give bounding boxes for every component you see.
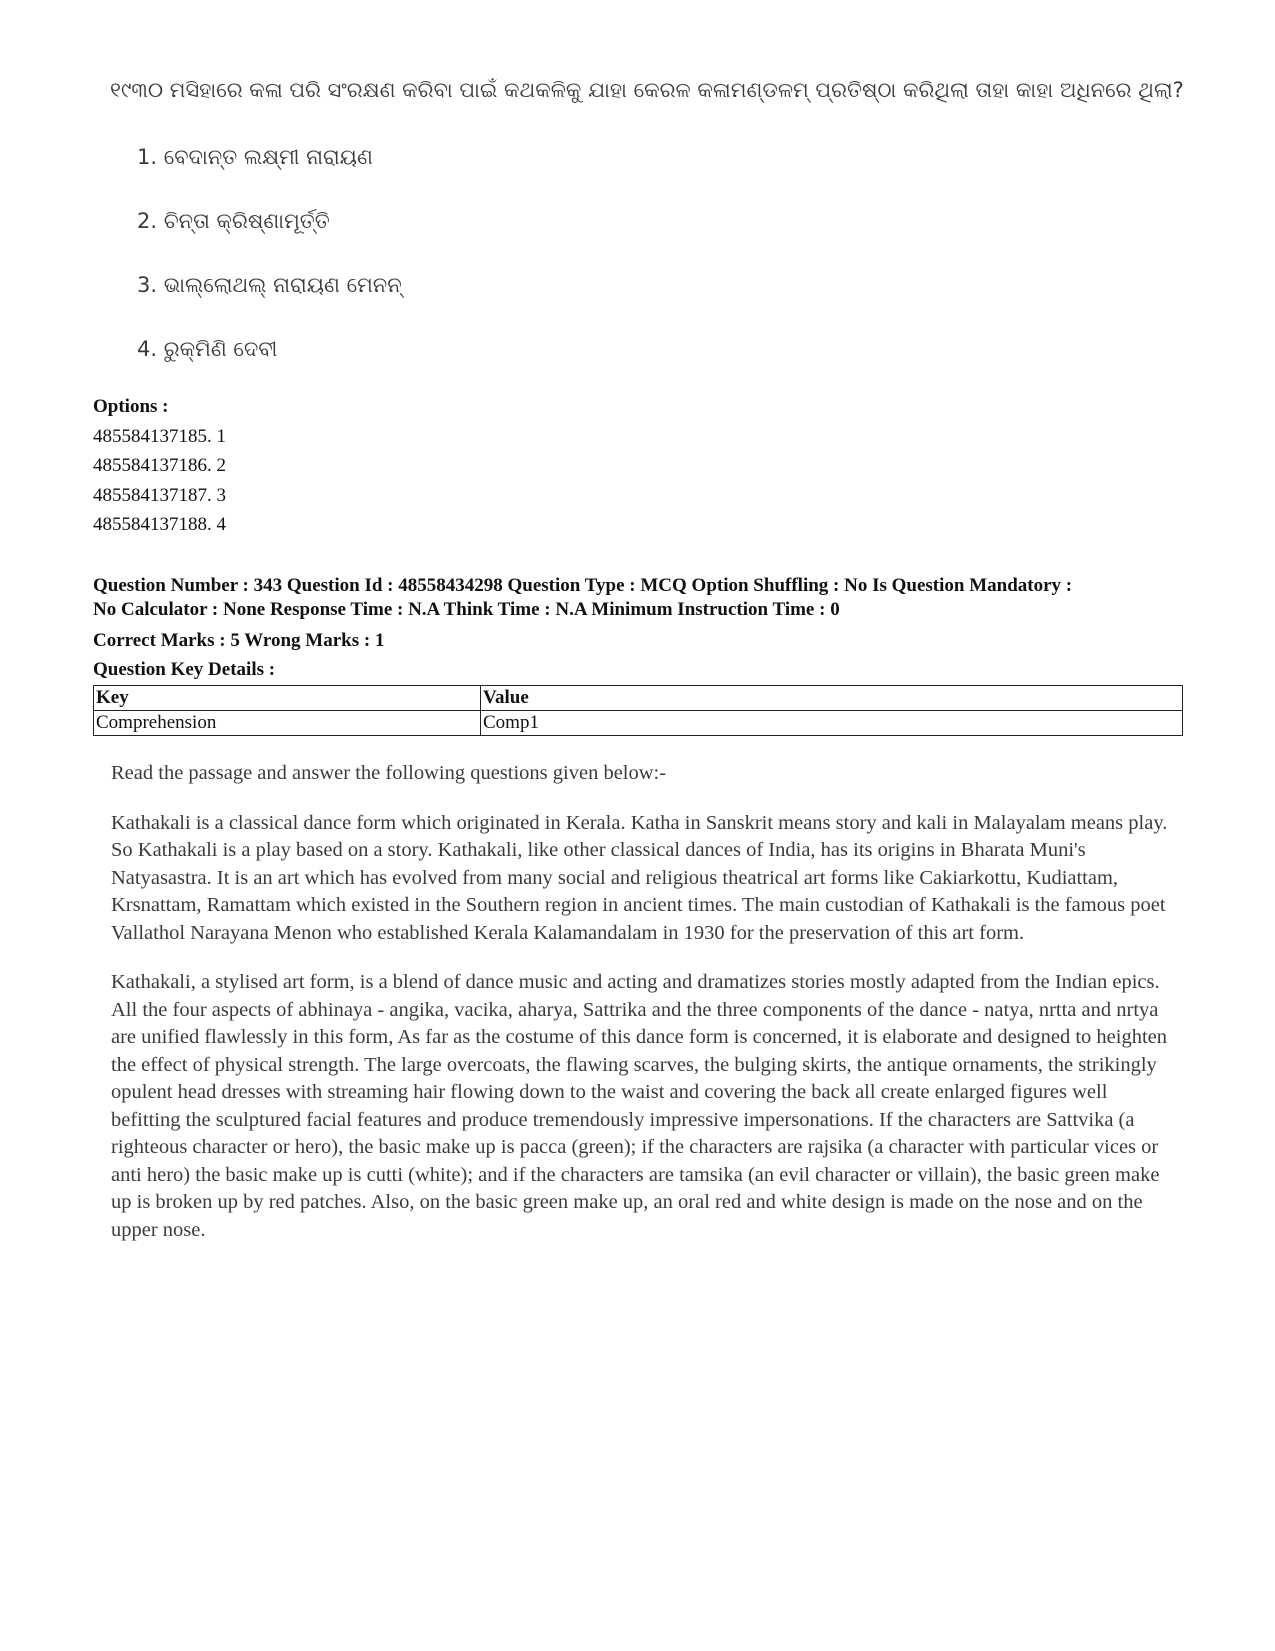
table-header-key: Key	[94, 686, 481, 711]
question-metadata	[93, 574, 1243, 683]
options-block	[93, 392, 226, 540]
marks-line: Correct Marks : 5 Wrong Marks : 1	[93, 630, 385, 651]
comprehension-passage	[111, 760, 1181, 1266]
passage-intro: Read the passage and answer the following questions given below:-	[111, 762, 667, 784]
answer-choices	[137, 145, 402, 401]
choice-2: 2. ଚିନ୍ତା କ୍ରିଷ୍ଣାମୂର୍ତ୍ତି	[137, 209, 330, 233]
choice-4: 4. ରୁକ୍ମିଣି ଦେବୀ	[137, 337, 278, 361]
question-text: ୧୯୩୦ ମସିହାରେ କଳା ପରି ସଂରକ୍ଷଣ କରିବା ପାଇଁ କଥକଳିକୁ ଯାହା କେରଳ କଳାମଣ୍ଡଳମ୍ ପ୍ରତିଷ୍ଠା କରିଥିଲା ତାହା କାହା ଅଧିନରେ ଥିଲା?	[110, 78, 1184, 102]
options-title: Options :	[93, 396, 169, 417]
key-details-title: Question Key Details :	[93, 659, 276, 680]
choice-3: 3. ଭାଲ୍ଲୋଥଲ୍ ନାରାୟଣ ମେନନ୍	[137, 273, 402, 297]
metadata-line-1: Question Number : 343 Question Id : 48558434298 Question Type : MCQ Option Shuffling : No Is Question Mandatory :	[93, 575, 1073, 596]
table-header-row	[94, 686, 1183, 711]
option-id-4: 485584137188. 4	[93, 514, 226, 535]
table-header-value: Value	[481, 686, 1183, 711]
option-id-1: 485584137185. 1	[93, 425, 226, 447]
passage-paragraph-1: Kathakali is a classical dance form which originated in Kerala. Katha in Sanskrit means story and kali in Malayalam means play. So Kathakali is a play based on a story. Kathakali, like other classical dances of India, has its origins in Bharata Muni's Natyasastra. It is an art which has evolved from many social and religious theatrical art forms like Cakiarkottu, Kudiattam, Krsnattam, Ramattam which existed in the Southern region in ancient times. The main custodian of Kathakali is the famous poet Vallathol Narayana Menon who established Kerala Kalamandalam in 1930 for the preservation of this art form.	[111, 811, 1168, 944]
option-id-2: 485584137186. 2	[93, 455, 226, 476]
table-cell-key: Comprehension	[94, 711, 481, 736]
table-cell-value: Comp1	[481, 711, 1183, 736]
metadata-line-2: No Calculator : None Response Time : N.A Think Time : N.A Minimum Instruction Time : 0	[93, 599, 840, 620]
option-id-3: 485584137187. 3	[93, 484, 226, 506]
choice-1: 1. ବେଦାନ୍ତ ଲକ୍ଷ୍ମୀ ନାରାୟଣ	[137, 145, 373, 169]
passage-paragraph-2: Kathakali, a stylised art form, is a blend of dance music and acting and dramatizes stories mostly adapted from the Indian epics. All the four aspects of abhinaya - angika, vacika, aharya, Sattrika and the three components of the dance - natya, nrtta and nrtya are unified flawlessly in this form, As far as the costume of this dance form is concerned, it is elaborate and designed to heighten the effect of physical strength. The large overcoats, the flawing scarves, the bulging skirts, the antique ornaments, the strikingly opulent head dresses with streaming hair flowing down to the waist and covering the back all create enlarged figures well befitting the sculptured facial features and produce tremendously impressive impersonations. If the characters are Sattvika (a righteous character or hero), the basic make up is pacca (green); if the characters are rajsika (a character with particular vices or anti hero) the basic make up is cutti (white); and if the characters are tamsika (an evil character or villain), the basic green make up is broken up by red patches. Also, on the basic green make up, an oral red and white design is made on the nose and on the upper nose.	[111, 971, 1168, 1241]
key-details-table	[93, 685, 1183, 736]
table-row	[94, 711, 1183, 736]
